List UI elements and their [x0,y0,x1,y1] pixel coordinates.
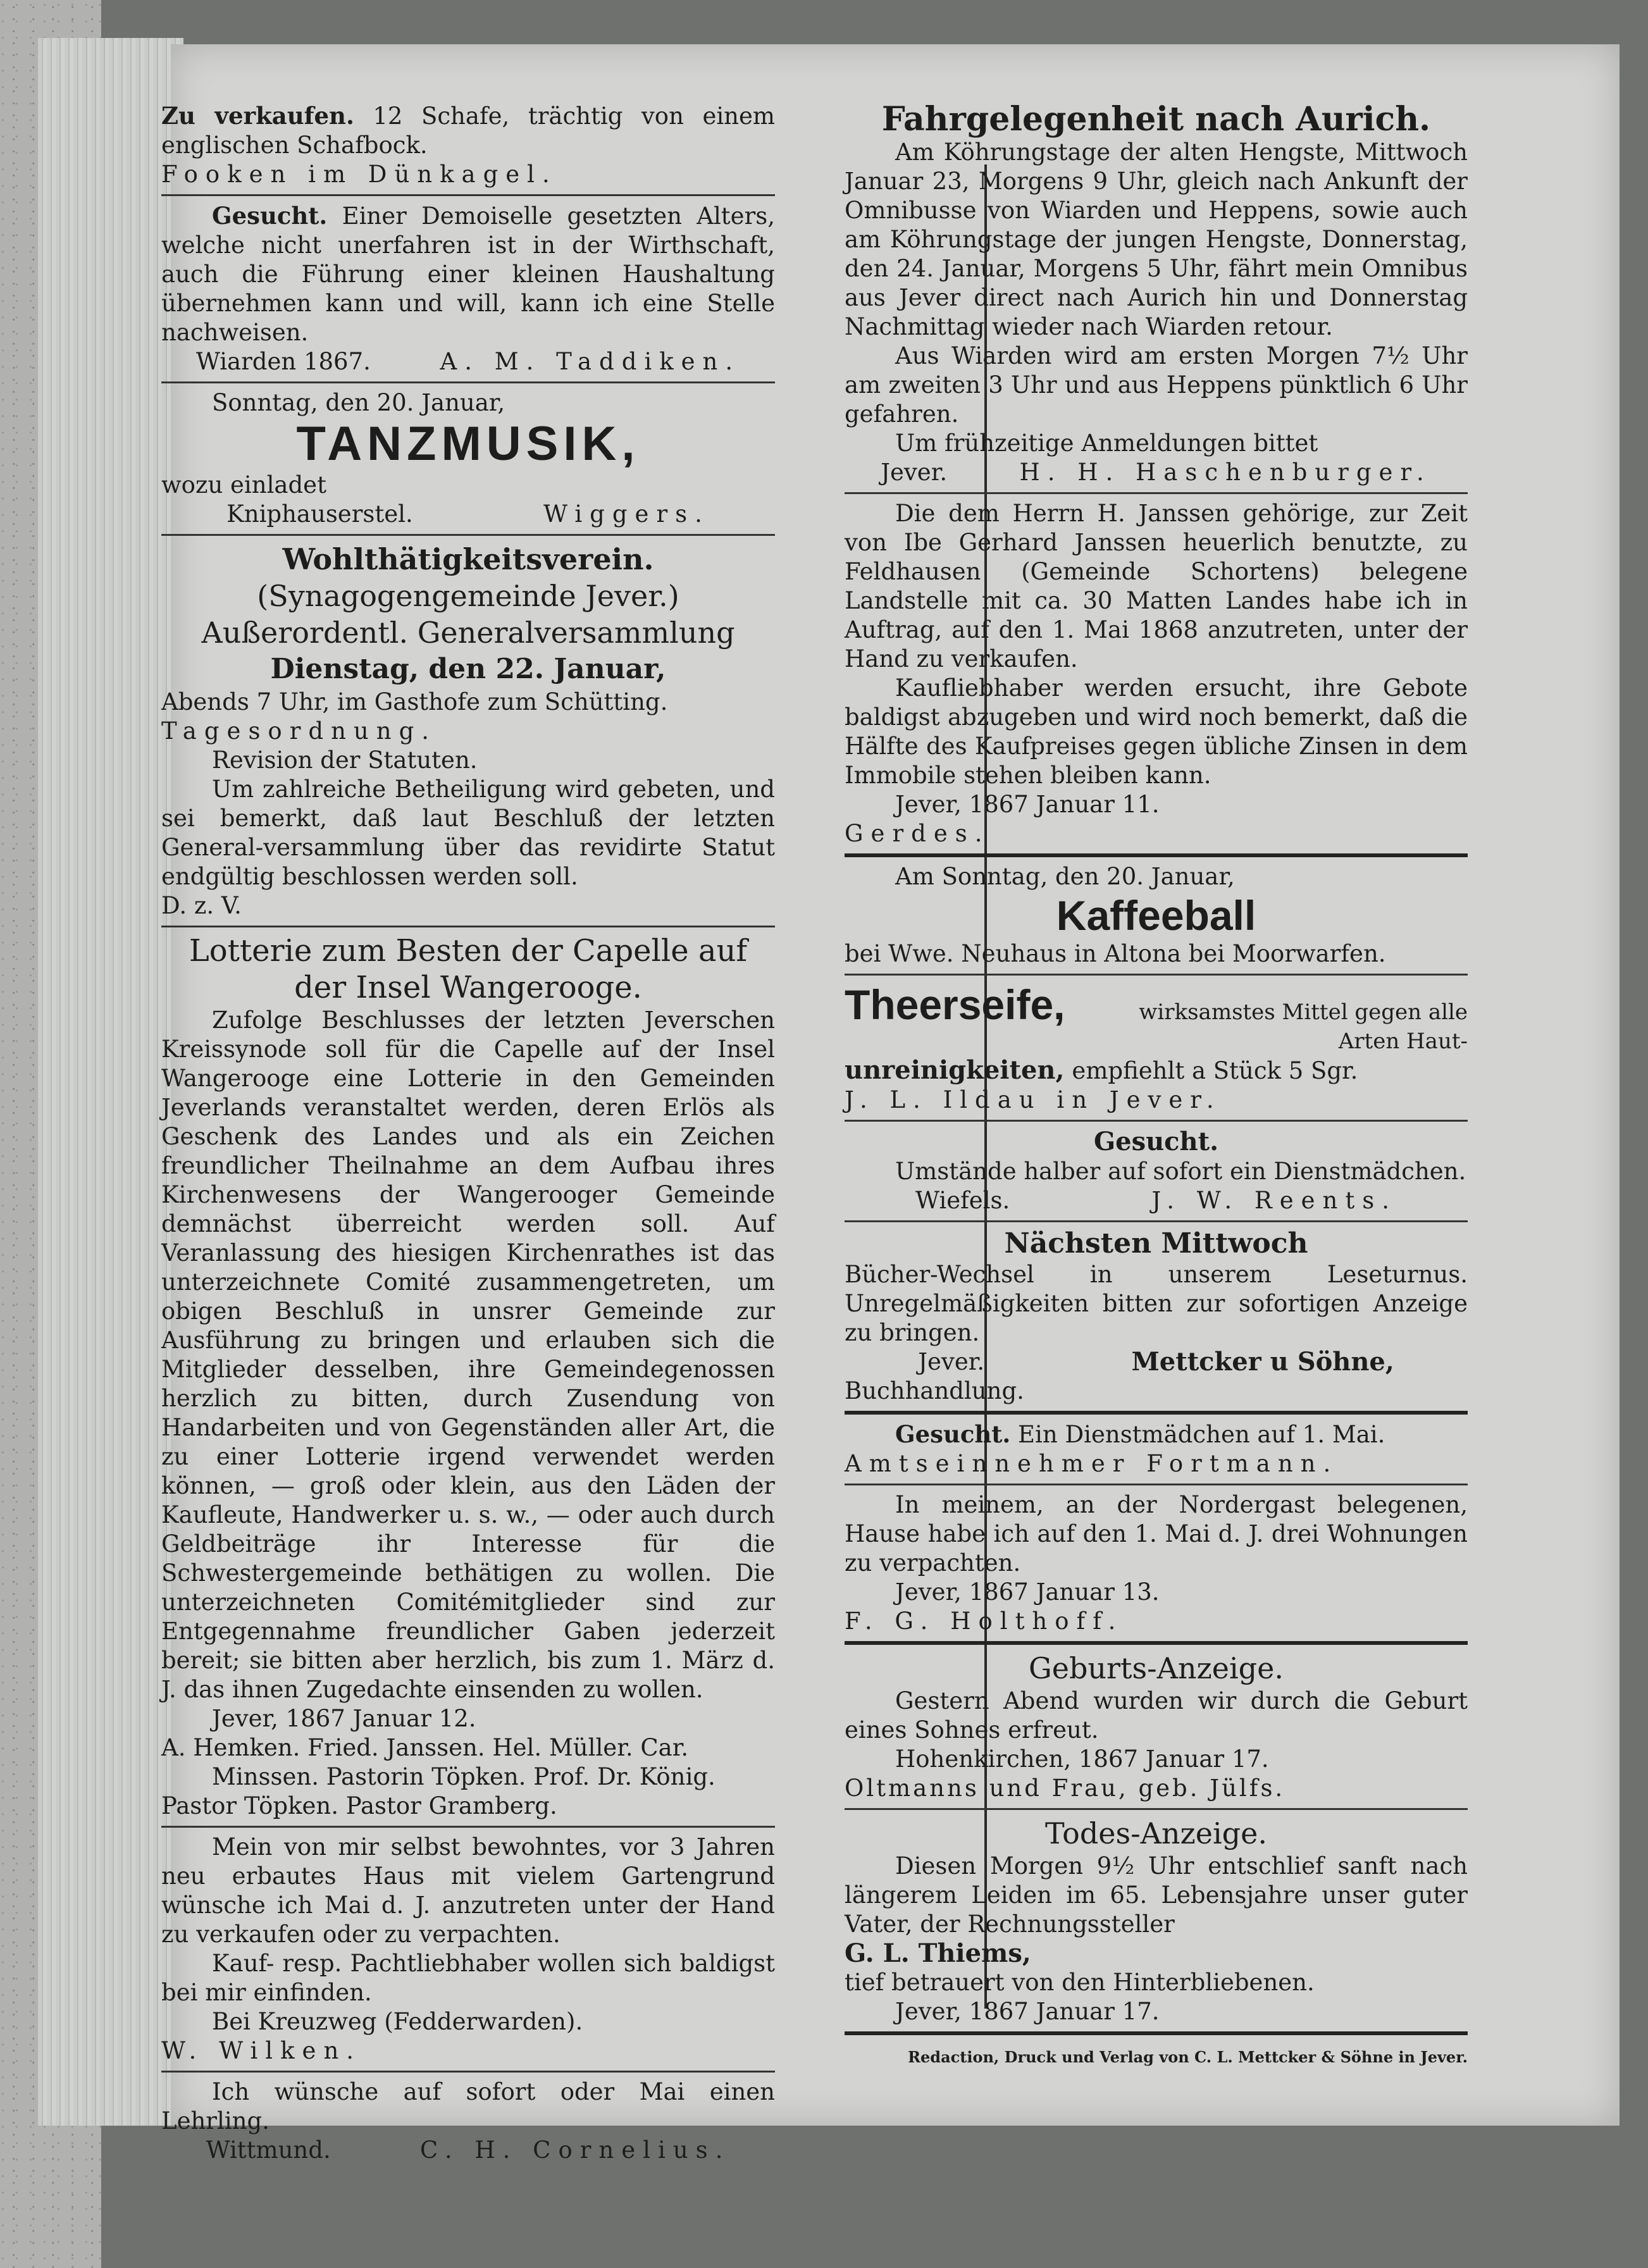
ad-text: In meinem, an der Nordergast belegenen, Hause habe ich auf den 1. Mai d. J. drei Wohnungen zu verpachten. [845,1491,1468,1577]
ad-zu-verkaufen [161,101,775,189]
separator [161,194,775,196]
ad-signature: D. z. V. [161,892,242,919]
ad-title: Geburts-Anzeige. [1029,1651,1284,1685]
ad-text: wozu einladet [161,471,326,499]
ad-text-2: tief betrauert von den Hinterbliebenen. [845,1969,1315,1996]
imprint-footer: Redaction, Druck und Verlag von C. L. Mettcker & Söhne in Jever. [908,2048,1468,2066]
ad-heading-2: der Insel Wangerooge. [294,970,642,1005]
ad-lotterie [161,933,775,1821]
ad-name: J. W. Reents. [1151,1187,1397,1214]
ad-heading-4: Dienstag, den 22. Januar, [270,653,666,685]
ad-date: Sonntag, den 20. Januar, [212,389,505,416]
separator [845,1411,1468,1415]
separator [161,926,775,927]
ad-text: 12 Schafe, trächtig von einem englischen Schafbock. [161,102,775,159]
separator [845,853,1468,857]
ad-name: Gerdes. [845,820,990,847]
ad-text: Einer Demoiselle gesetzten Alters, welche nicht unerfahren ist in der Wirthschaft, auch die Führung einer kleinen Haushaltung übernehmen kann und will, kann ich eine Stelle nachweisen. [161,202,776,346]
ad-text: Ein Dienstmädchen auf 1. Mai. [1018,1421,1385,1448]
ad-lead: Gesucht. [212,202,328,230]
ad-place: Wiefels. [915,1187,1010,1214]
ad-title: Kaffeeball [1056,892,1256,939]
separator [161,534,775,536]
ad-text: bei Wwe. Neuhaus in Altona bei Moorwarfen. [845,940,1386,967]
ad-names-1: A. Hemken. Fried. Janssen. Hel. Müller. Car. [161,1734,689,1761]
ad-name: W. Wilken. [161,2037,362,2064]
ad-subtitle: Buchhandlung. [845,1377,1024,1404]
ad-place: Wittmund. [206,2136,331,2164]
ad-haus-verkauf [161,1833,775,2066]
ad-signature: Fooken im Dünkagel. [161,161,557,188]
ad-gesucht-demoiselle [161,201,775,376]
left-column [161,101,775,2165]
ad-title: Nächsten Mittwoch [1004,1227,1308,1260]
ad-place: Wiarden 1867. [195,348,371,375]
ad-name: C. H. Cornelius. [419,2136,731,2164]
ad-text: Umstände halber auf sofort ein Dienstmädchen. [895,1158,1466,1185]
separator [161,381,775,383]
ad-text: Gestern Abend wurden wir durch die Geburt eines Sohnes erfreut. [845,1687,1468,1744]
ad-date: Hohenkirchen, 1867 Januar 17. [895,1745,1269,1773]
ad-text: Diesen Morgen 9½ Uhr entschlief sanft nach längerem Leiden im 65. Lebensjahre unser guter Vater, der Rechnungssteller [845,1852,1468,1938]
ad-signature: J. L. Ildau in Jever. [845,1086,1222,1113]
separator [845,1120,1468,1122]
ad-name: F. G. Holthoff. [845,1608,1124,1635]
separator [845,974,1468,976]
ad-date: Jever, 1867 Januar 17. [895,1998,1160,2025]
ad-fahrgelegenheit [845,101,1468,487]
ad-wohlthaetigkeitsverein [161,541,775,920]
ad-text-2: Kauf- resp. Pachtliebhaber wollen sich baldigst bei mir einfinden. [161,1950,775,2006]
ad-name: Wiggers. [543,500,710,528]
ad-heading-1: Wohlthätigkeitsverein. [282,542,654,576]
ad-text: Zufolge Beschlusses der letzten Jeverschen Kreissynode soll für die Capelle auf der Insel Wangerooge eine Lotterie in den Gemeinden Jeverlands veranstaltet werden, deren Erlös als Geschenk des Landes und als ein Zeichen freundlicher Theilnahme an dem Aufbau ihres Kirchenwesens der Wangerooger Gemeinde demnächst überreicht werden soll. Auf Veranlassung des hiesigen Kirchenrathes ist das unterzeichnete Comité zusammengetreten, um obigen Beschluß in unsrer Gemeinde zur Ausführung zu bringen und erlauben sich die Mitglieder desselben, ihre Gemeindegenossen herzlich zu bitten, durch Zusendung von Handarbeiten und von Gegenständen aller Art, die zu einer Lotterie irgend verwendet werden können, — groß oder klein, aus den Läden der Kaufleute, Handwerker u. s. w., — oder auch durch Geldbeiträge ihr Interesse für die Schwestergemeinde bethätigen zu wollen. Die unterzeichneten Comitémitglieder sind zur Entgegennahme freundlicher Gaben jederzeit bereit; sie bitten aber herzlich, bis zum 1. März d. J. das ihnen Zugedachte einsenden zu wollen. [161,1007,775,1703]
separator [845,2031,1468,2035]
ad-text-3: Um frühzeitige Anmeldungen bittet [895,430,1318,457]
separator [161,2071,775,2073]
ad-text: Die dem Herrn H. Janssen gehörige, zur Zeit von Ibe Gerhard Janssen heuerlich benutzte, zu Feldhausen (Gemeinde Schortens) belegene Landstelle mit ca. 30 Matten Landes habe ich in Auftrag, auf den 1. Mai 1868 anzutreten, unter der Hand zu verkaufen. [845,500,1468,672]
ad-names-3: Pastor Töpken. Pastor Gramberg. [161,1792,557,1819]
separator [845,1220,1468,1222]
ad-heading-3: Außerordentl. Generalversammlung [201,616,735,650]
ad-geburts-anzeige [845,1650,1468,1803]
ad-text-2: empfiehlt a Stück 5 Sgr. [1072,1057,1358,1084]
ad-text-2: Aus Wiarden wird am ersten Morgen 7½ Uhr am zweiten 3 Uhr und aus Heppens pünktlich 6 Uhr gefahren. [845,342,1468,428]
right-column [845,101,1468,2072]
separator [845,1808,1468,1810]
ad-title: Fahrgelegenheit nach Aurich. [881,100,1431,139]
ad-title-2: unreinigkeiten, [845,1055,1065,1085]
ad-lehrling [161,2078,775,2165]
ad-name: G. L. Thiems, [845,1938,1031,1968]
ad-place: Kniphauserstel. [226,500,413,528]
ad-date: Jever, 1867 Januar 11. [895,791,1160,818]
ad-name: Oltmanns und Frau, geb. Jülfs. [845,1775,1286,1802]
ad-date: Am Sonntag, den 20. Januar, [895,863,1235,890]
ad-text-2: Kaufliebhaber werden ersucht, ihre Gebote baldigst abzugeben und wird noch bemerkt, daß die Hälfte des Kaufpreises gegen übliche Zinsen in dem Immobile stehen bleiben kann. [845,674,1468,789]
ad-kaffeeball [845,862,1468,969]
ad-text: Am Köhrungstage der alten Hengste, Mittwoch Januar 23, Morgens 9 Uhr, gleich nach Ankunft der Omnibusse von Wiarden und Heppens, sowie auch am Köhrungstage der jungen Hengste, Donnerstag, den 24. Januar, Morgens 5 Uhr, fährt mein Omnibus aus Jever direct nach Aurich hin und Donnerstag Nachmittag wieder nach Wiarden retour. [845,139,1468,340]
ad-text: Um zahlreiche Betheiligung wird gebeten, und sei bemerkt, daß laut Beschluß der letzten General-versammlung über das revidirte Statut endgültig beschlossen werden soll. [161,776,775,890]
separator [161,1826,775,1828]
ad-lead: Gesucht. [895,1420,1011,1448]
ad-time: Abends 7 Uhr, im Gasthofe zum Schütting. [161,688,668,716]
ad-text: wirksamstes Mittel gegen alle Arten Haut- [1139,1000,1468,1054]
separator [845,1641,1468,1645]
ad-agenda-title: Tagesordnung. [161,717,437,745]
ad-date: Jever, 1867 Januar 12. [212,1705,476,1732]
ad-names-2: Minssen. Pastorin Töpken. Prof. Dr. König. [212,1763,716,1790]
ad-date: Jever, 1867 Januar 13. [895,1578,1160,1606]
ad-signature: Amtseinnehmer Fortmann. [845,1450,1339,1477]
ad-place: Bei Kreuzweg (Fedderwarden). [212,2008,583,2035]
ad-text: Ich wünsche auf sofort oder Mai einen Lehrling. [161,2078,775,2135]
ad-naechsten-mittwoch [845,1227,1468,1406]
ad-heading-1: Lotterie zum Besten der Capelle auf [189,933,748,969]
separator [845,1484,1468,1485]
ad-lead: Zu verkaufen. [161,102,354,130]
ad-name: Mettcker u Söhne, [1131,1347,1394,1377]
ad-name: H. H. Haschenburger. [1019,459,1432,486]
ad-gesucht-dienstmaedchen [845,1127,1468,1215]
ad-place: Jever. [881,459,948,486]
ad-tanzmusik [161,388,775,529]
ad-place: Jever. [918,1348,985,1375]
ad-text: Bücher-Wechsel in unserem Leseturnus. Unregelmäßigkeiten bitten zur sofortigen Anzeige zu bringen. [845,1261,1468,1346]
ad-heading-2: (Synagogengemeinde Jever.) [257,579,679,613]
ad-title: TANZMUSIK, [296,417,640,471]
ad-landstelle [845,499,1468,848]
ad-title: Gesucht. [1093,1127,1219,1156]
ad-todes-anzeige [845,1815,1468,2026]
ad-name: A. M. Taddiken. [440,348,741,375]
ad-gesucht-mai [845,1420,1468,1478]
ad-text: Mein von mir selbst bewohntes, vor 3 Jahren neu erbautes Haus mit vielem Gartengrund wünsche ich Mai d. J. anzutreten unter der Hand zu verkaufen oder zu verpachten. [161,1833,775,1948]
ad-agenda: Revision der Statuten. [212,747,478,774]
ad-title: Theerseife, [845,981,1065,1028]
separator [845,492,1468,494]
ad-theerseife [845,981,1468,1115]
ad-title: Todes-Anzeige. [1045,1816,1267,1850]
ad-wohnungen [845,1490,1468,1636]
